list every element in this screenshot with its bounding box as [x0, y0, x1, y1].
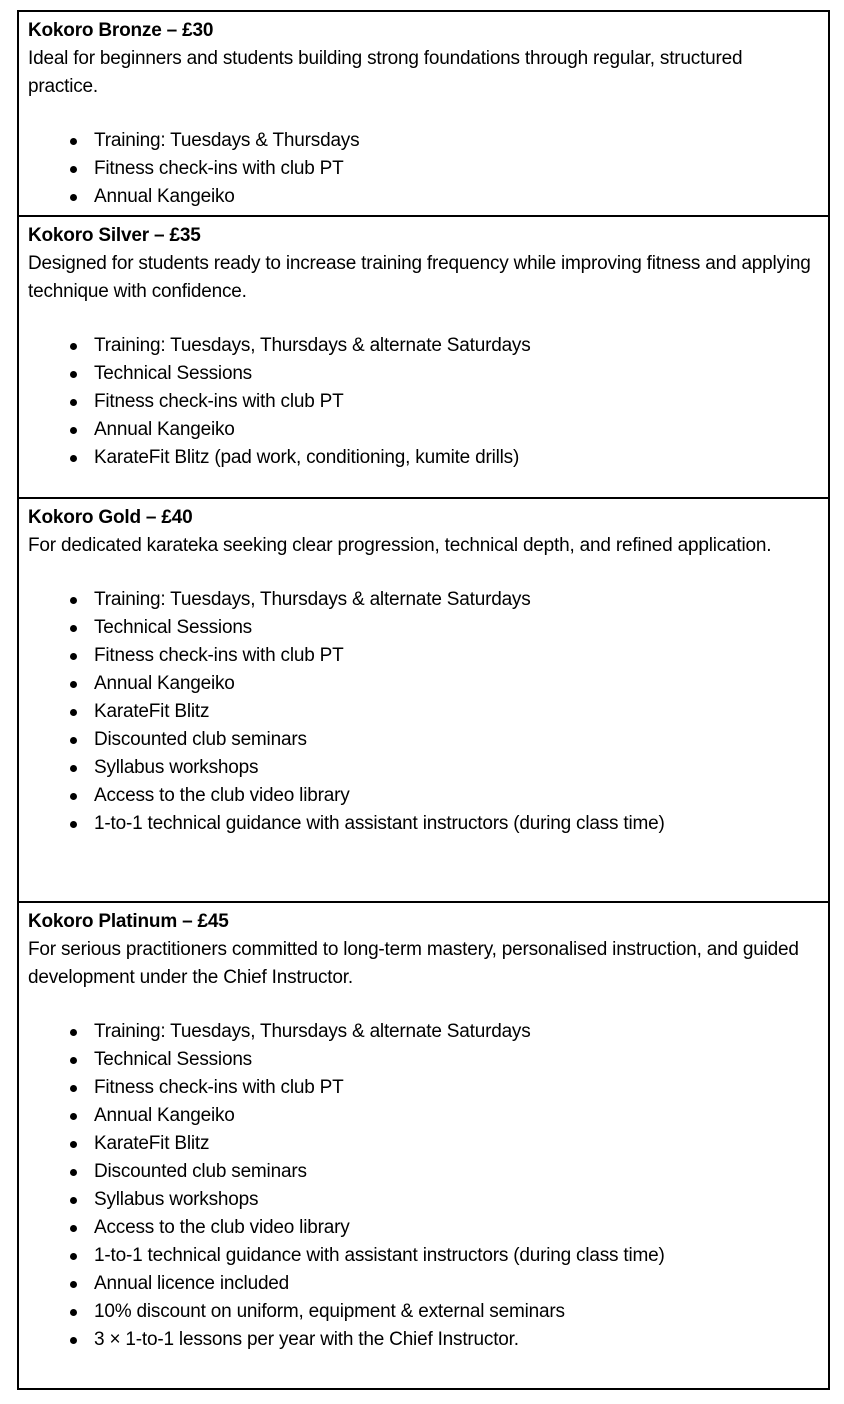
tier-feature-list: [28, 1018, 814, 1354]
tier-title: Kokoro Platinum – £45: [28, 911, 229, 932]
feature-item: 1-to-1 technical guidance with assistant instructors (during class time): [28, 810, 814, 838]
tier-description: Designed for students ready to increase training frequency while improving fitness and applying technique with confidence.: [28, 253, 811, 302]
tier-row: [19, 215, 828, 497]
feature-item: Annual Kangeiko: [28, 183, 814, 211]
tier-description: Ideal for beginners and students building strong foundations through regular, structured practice.: [28, 48, 743, 97]
feature-item: Syllabus workshops: [28, 1186, 814, 1214]
feature-item: Access to the club video library: [28, 1214, 814, 1242]
feature-item: Discounted club seminars: [28, 726, 814, 754]
feature-item: Annual Kangeiko: [28, 416, 814, 444]
tier-title: Kokoro Bronze – £30: [28, 20, 214, 41]
feature-item: Training: Tuesdays, Thursdays & alternate Saturdays: [28, 586, 814, 614]
feature-item: 1-to-1 technical guidance with assistant instructors (during class time): [28, 1242, 814, 1270]
feature-item: Annual Kangeiko: [28, 670, 814, 698]
feature-item: KarateFit Blitz (pad work, conditioning, kumite drills): [28, 444, 814, 472]
feature-item: Fitness check-ins with club PT: [28, 388, 814, 416]
feature-item: 3 × 1-to-1 lessons per year with the Chief Instructor.: [28, 1326, 814, 1354]
tier-description: For dedicated karateka seeking clear progression, technical depth, and refined application.: [28, 535, 772, 556]
feature-item: Annual licence included: [28, 1270, 814, 1298]
feature-item: 10% discount on uniform, equipment & external seminars: [28, 1298, 814, 1326]
feature-item: Syllabus workshops: [28, 754, 814, 782]
tier-title: Kokoro Silver – £35: [28, 225, 201, 246]
feature-item: Access to the club video library: [28, 782, 814, 810]
feature-item: Technical Sessions: [28, 360, 814, 388]
tier-row: [19, 497, 828, 901]
tier-row: [19, 901, 828, 1388]
membership-pricing-table: [17, 10, 830, 1390]
feature-item: Training: Tuesdays & Thursdays: [28, 127, 814, 155]
feature-item: Fitness check-ins with club PT: [28, 155, 814, 183]
feature-item: Technical Sessions: [28, 614, 814, 642]
feature-item: KarateFit Blitz: [28, 1130, 814, 1158]
tier-description: For serious practitioners committed to long-term mastery, personalised instruction, and guided development under the Chief Instructor.: [28, 939, 799, 988]
tier-feature-list: [28, 127, 814, 211]
tier-feature-list: [28, 332, 814, 472]
feature-item: Discounted club seminars: [28, 1158, 814, 1186]
feature-item: Training: Tuesdays, Thursdays & alternate Saturdays: [28, 332, 814, 360]
tier-row: [19, 12, 828, 215]
tier-title: Kokoro Gold – £40: [28, 507, 193, 528]
feature-item: Annual Kangeiko: [28, 1102, 814, 1130]
tier-feature-list: [28, 586, 814, 838]
feature-item: Training: Tuesdays, Thursdays & alternate Saturdays: [28, 1018, 814, 1046]
feature-item: Fitness check-ins with club PT: [28, 642, 814, 670]
feature-item: KarateFit Blitz: [28, 698, 814, 726]
feature-item: Fitness check-ins with club PT: [28, 1074, 814, 1102]
feature-item: Technical Sessions: [28, 1046, 814, 1074]
